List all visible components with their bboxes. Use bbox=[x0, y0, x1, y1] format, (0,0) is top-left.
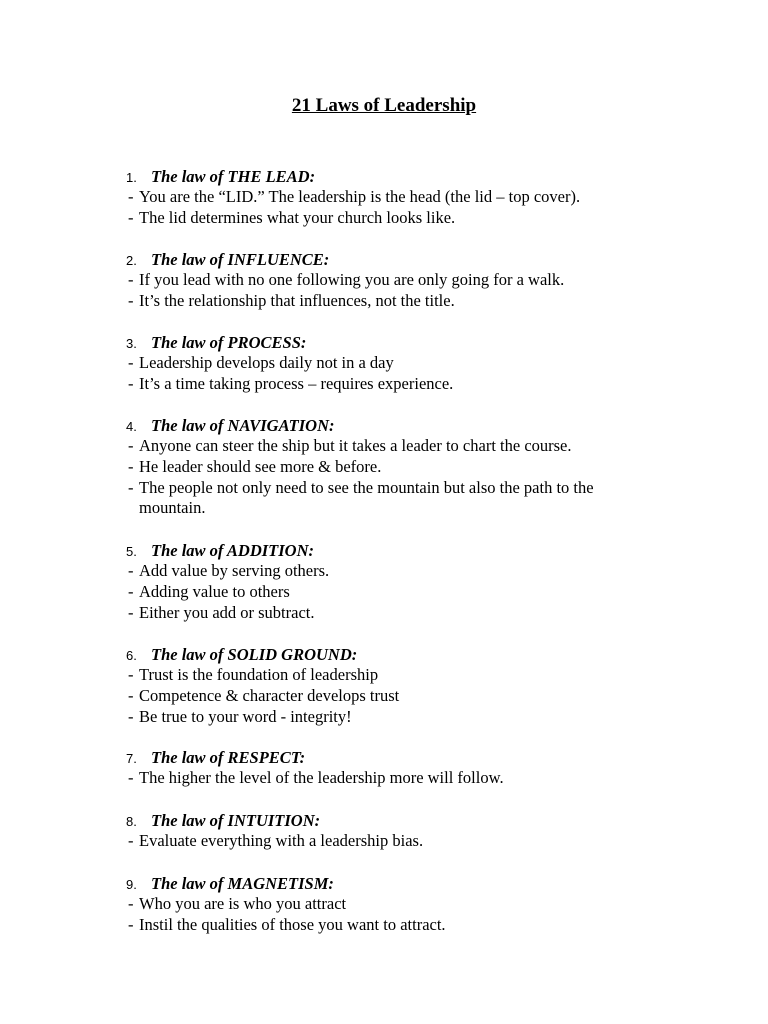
bullet-dash: - bbox=[128, 436, 134, 455]
law-point bbox=[114, 894, 686, 915]
law-name: The law of INTUITION: bbox=[151, 811, 321, 830]
bullet-dash: - bbox=[128, 477, 134, 497]
bullet-dash: - bbox=[128, 685, 134, 705]
law-section bbox=[126, 810, 686, 852]
law-point-text: The people not only need to see the mountain but also the path to the bbox=[139, 477, 594, 497]
law-point-text: He leader should see more & before. bbox=[139, 456, 382, 476]
bullet-dash: - bbox=[128, 373, 134, 393]
law-number: 3. bbox=[126, 336, 137, 351]
law-name: The law of SOLID GROUND: bbox=[151, 645, 358, 664]
law-heading bbox=[126, 747, 686, 768]
law-section bbox=[126, 644, 686, 727]
law-point-text: Be true to your word - integrity! bbox=[139, 706, 352, 726]
law-point-text: Add value by serving others. bbox=[139, 561, 330, 580]
law-point bbox=[114, 915, 686, 936]
law-point bbox=[114, 187, 686, 208]
law-point-text: mountain. bbox=[139, 498, 206, 518]
law-point-text: Instil the qualities of those you want to attract. bbox=[139, 914, 446, 934]
law-point-text: If you lead with no one following you are only going for a walk. bbox=[139, 270, 565, 289]
law-point bbox=[114, 831, 686, 852]
law-point-text: Either you add or subtract. bbox=[139, 602, 315, 622]
bullet-dash: - bbox=[128, 290, 134, 310]
bullet-dash: - bbox=[128, 187, 134, 206]
law-heading bbox=[126, 873, 686, 894]
law-section bbox=[126, 873, 686, 936]
law-number: 9. bbox=[126, 877, 137, 892]
law-point bbox=[114, 707, 686, 728]
law-number: 6. bbox=[126, 648, 137, 663]
law-name: The law of MAGNETISM: bbox=[151, 874, 334, 893]
law-section bbox=[126, 747, 686, 789]
law-point-text: Who you are is who you attract bbox=[139, 894, 347, 913]
law-point-text: Evaluate everything with a leadership bias. bbox=[139, 831, 424, 850]
law-number: 7. bbox=[126, 751, 137, 766]
law-name: The law of INFLUENCE: bbox=[151, 250, 330, 269]
law-point bbox=[114, 561, 686, 582]
bullet-dash: - bbox=[128, 894, 134, 913]
law-point-text: It’s a time taking process – requires experience. bbox=[139, 373, 454, 393]
bullet-dash: - bbox=[128, 768, 134, 787]
law-number: 1. bbox=[126, 170, 137, 185]
bullet-dash: - bbox=[128, 914, 134, 934]
law-point bbox=[114, 374, 686, 395]
law-point-text: Adding value to others bbox=[139, 581, 290, 601]
law-point bbox=[114, 291, 686, 312]
law-point-text: The lid determines what your church looks like. bbox=[139, 207, 456, 227]
law-heading bbox=[126, 540, 686, 561]
bullet-dash: - bbox=[128, 456, 134, 476]
law-number: 8. bbox=[126, 814, 137, 829]
law-point bbox=[114, 208, 686, 229]
law-heading bbox=[126, 166, 686, 187]
law-number: 4. bbox=[126, 419, 137, 434]
bullet-dash: - bbox=[128, 831, 134, 850]
law-section bbox=[126, 332, 686, 395]
law-heading bbox=[126, 249, 686, 270]
bullet-dash: - bbox=[128, 270, 134, 289]
law-heading bbox=[126, 810, 686, 831]
law-point-text: Competence & character develops trust bbox=[139, 685, 400, 705]
law-section bbox=[126, 540, 686, 623]
bullet-dash: - bbox=[128, 353, 134, 372]
law-point bbox=[114, 478, 686, 520]
law-point-text: Trust is the foundation of leadership bbox=[139, 665, 379, 684]
bullet-dash: - bbox=[128, 207, 134, 227]
law-name: The law of THE LEAD: bbox=[151, 167, 316, 186]
law-point bbox=[114, 353, 686, 374]
law-heading bbox=[126, 332, 686, 353]
law-name: The law of PROCESS: bbox=[151, 333, 307, 352]
law-point bbox=[114, 582, 686, 603]
law-name: The law of RESPECT: bbox=[151, 748, 306, 767]
law-point bbox=[114, 603, 686, 624]
bullet-dash: - bbox=[128, 602, 134, 622]
law-point bbox=[114, 686, 686, 707]
law-heading bbox=[126, 415, 686, 436]
bullet-dash: - bbox=[128, 706, 134, 726]
law-name: The law of ADDITION: bbox=[151, 541, 315, 560]
law-point bbox=[114, 768, 686, 789]
law-point bbox=[114, 436, 686, 457]
document-title: 21 Laws of Leadership bbox=[291, 95, 477, 116]
law-section bbox=[126, 166, 686, 229]
bullet-dash: - bbox=[128, 665, 134, 684]
law-point bbox=[114, 457, 686, 478]
law-section bbox=[126, 415, 686, 519]
law-point-text: The higher the level of the leadership more will follow. bbox=[139, 768, 504, 787]
law-number: 2. bbox=[126, 253, 137, 268]
law-point bbox=[114, 270, 686, 291]
bullet-dash: - bbox=[128, 561, 134, 580]
law-point bbox=[114, 665, 686, 686]
law-heading bbox=[126, 644, 686, 665]
law-number: 5. bbox=[126, 544, 137, 559]
law-point-text: You are the “LID.” The leadership is the head (the lid – top cover). bbox=[139, 187, 581, 206]
bullet-dash: - bbox=[128, 581, 134, 601]
law-point-text: Leadership develops daily not in a day bbox=[139, 353, 394, 372]
law-point-text: Anyone can steer the ship but it takes a leader to chart the course. bbox=[139, 436, 572, 455]
law-point-text: It’s the relationship that influences, not the title. bbox=[139, 290, 455, 310]
law-section bbox=[126, 249, 686, 312]
law-name: The law of NAVIGATION: bbox=[151, 416, 335, 435]
